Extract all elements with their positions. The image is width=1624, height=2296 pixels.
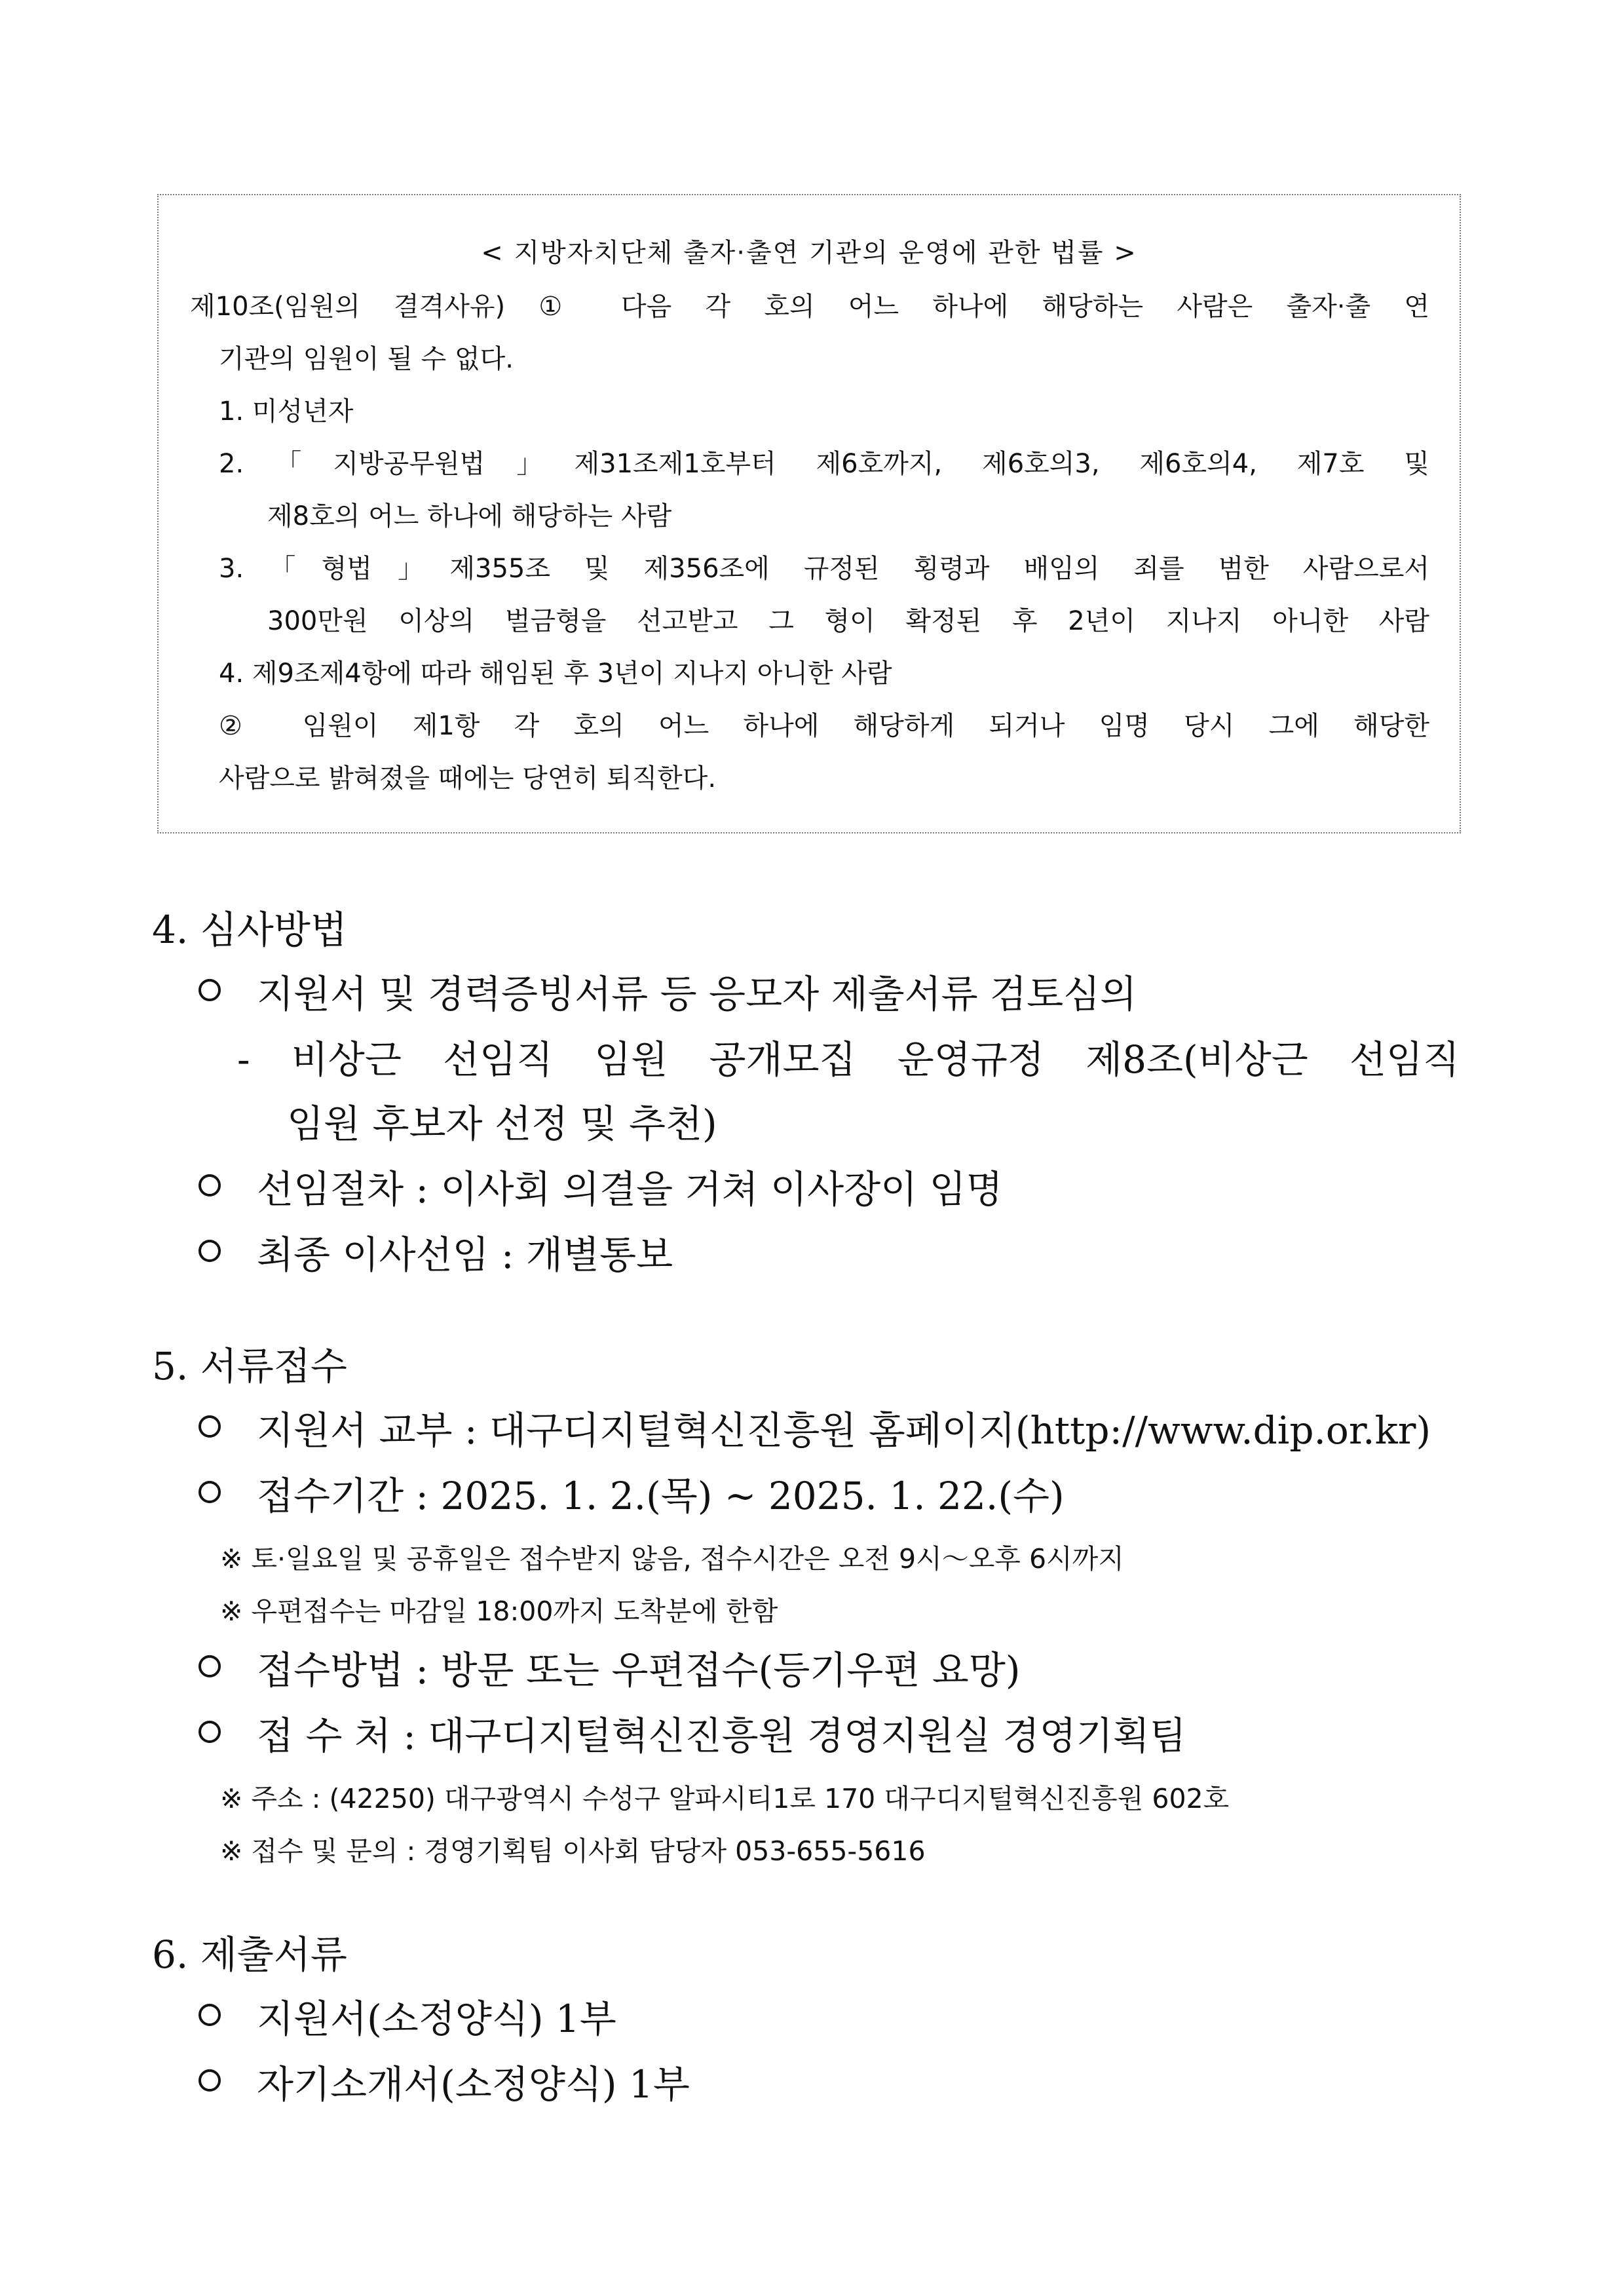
law-excerpt-box	[157, 194, 1461, 833]
section-4-heading: 4. 심사방법	[152, 908, 347, 952]
bullet-circle-icon	[198, 1721, 221, 1743]
law-title: < 지방자치단체 출자·출연 기관의 운영에 관한 법률 >	[481, 238, 1137, 268]
law-item-3-cont: 300만원 이상의 벌금형을 선고받고 그 형이 확정된 후 2년이 지나지 아니한 사람	[267, 606, 1429, 636]
bullet-circle-icon	[198, 1174, 221, 1196]
section-4-bullet-3: 최종 이사선임 : 개별통보	[257, 1233, 673, 1277]
law-item-2-cont: 제8호의 어느 하나에 해당하는 사람	[267, 501, 672, 531]
section-4-sub-1: - 비상근 선임직 임원 공개모집 운영규정 제8조(비상근 선임직	[237, 1037, 1460, 1082]
section-5-note-1: ※ 토·일요일 및 공휴일은 접수받지 않음, 접수시간은 오전 9시～오후 6시까지	[220, 1543, 1124, 1575]
law-item-4: 4. 제9조제4항에 따라 해임된 후 3년이 지나지 아니한 사람	[219, 659, 892, 689]
bullet-circle-icon	[198, 2004, 221, 2026]
law-article: 제10조(임원의 결격사유) ① 다음 각 호의 어느 하나에 해당하는 사람은 출자·출 연	[190, 292, 1429, 322]
bullet-circle-icon	[198, 1240, 221, 1262]
section-4-bullet-2: 선임절차 : 이사회 의결을 거쳐 이사장이 임명	[257, 1167, 1003, 1212]
section-5-note-2: ※ 우편접수는 마감일 18:00까지 도착분에 한함	[220, 1596, 778, 1627]
bullet-circle-icon	[198, 1481, 221, 1503]
law-item-2: 2.「지방공무원법」제31조제1호부터 제6호까지, 제6호의3, 제6호의4, 제7호 및	[219, 449, 1429, 479]
section-4-bullet-1: 지원서 및 경력증빙서류 등 응모자 제출서류 검토심의	[257, 972, 1137, 1016]
bullet-circle-icon	[198, 1415, 221, 1438]
section-5-bullet-3: 접수방법 : 방문 또는 우편접수(등기우편 요망)	[257, 1648, 1021, 1693]
section-5-note-3: ※ 주소 : (42250) 대구광역시 수성구 알파시티1로 170 대구디지털혁신진흥원 602호	[220, 1783, 1230, 1814]
section-6-bullet-2: 자기소개서(소정양식) 1부	[257, 2062, 690, 2107]
bullet-circle-icon	[198, 2069, 221, 2092]
section-5-note-4: ※ 접수 및 문의 : 경영기획팀 이사회 담당자 053-655-5616	[220, 1835, 926, 1867]
section-5-bullet-4: 접 수 처 : 대구디지털혁신진흥원 경영지원실 경영기획팀	[257, 1713, 1186, 1758]
law-item-1: 1. 미성년자	[219, 396, 354, 427]
law-article-cont: 기관의 임원이 될 수 없다.	[219, 344, 514, 374]
law-item-3: 3.「형법」제355조 및 제356조에 규정된 횡령과 배임의 죄를 범한 사람으로서	[219, 554, 1429, 584]
section-5-heading: 5. 서류접수	[152, 1344, 347, 1388]
section-4-sub-1-cont: 임원 후보자 선정 및 추천)	[287, 1101, 717, 1146]
bullet-circle-icon	[198, 1655, 221, 1677]
section-5-bullet-2: 접수기간 : 2025. 1. 2.(목) ~ 2025. 1. 22.(수)	[257, 1474, 1065, 1518]
law-para-2-cont: 사람으로 밝혀졌을 때에는 당연히 퇴직한다.	[219, 763, 717, 794]
section-6-heading: 6. 제출서류	[152, 1932, 347, 1977]
section-5-bullet-1: 지원서 교부 : 대구디지털혁신진흥원 홈페이지(http://www.dip.or.kr)	[257, 1408, 1431, 1453]
section-6-bullet-1: 지원서(소정양식) 1부	[257, 1997, 616, 2041]
law-para-2: ② 임원이 제1항 각 호의 어느 하나에 해당하게 되거나 임명 당시 그에 해당한	[219, 711, 1429, 741]
bullet-circle-icon	[198, 979, 221, 1001]
